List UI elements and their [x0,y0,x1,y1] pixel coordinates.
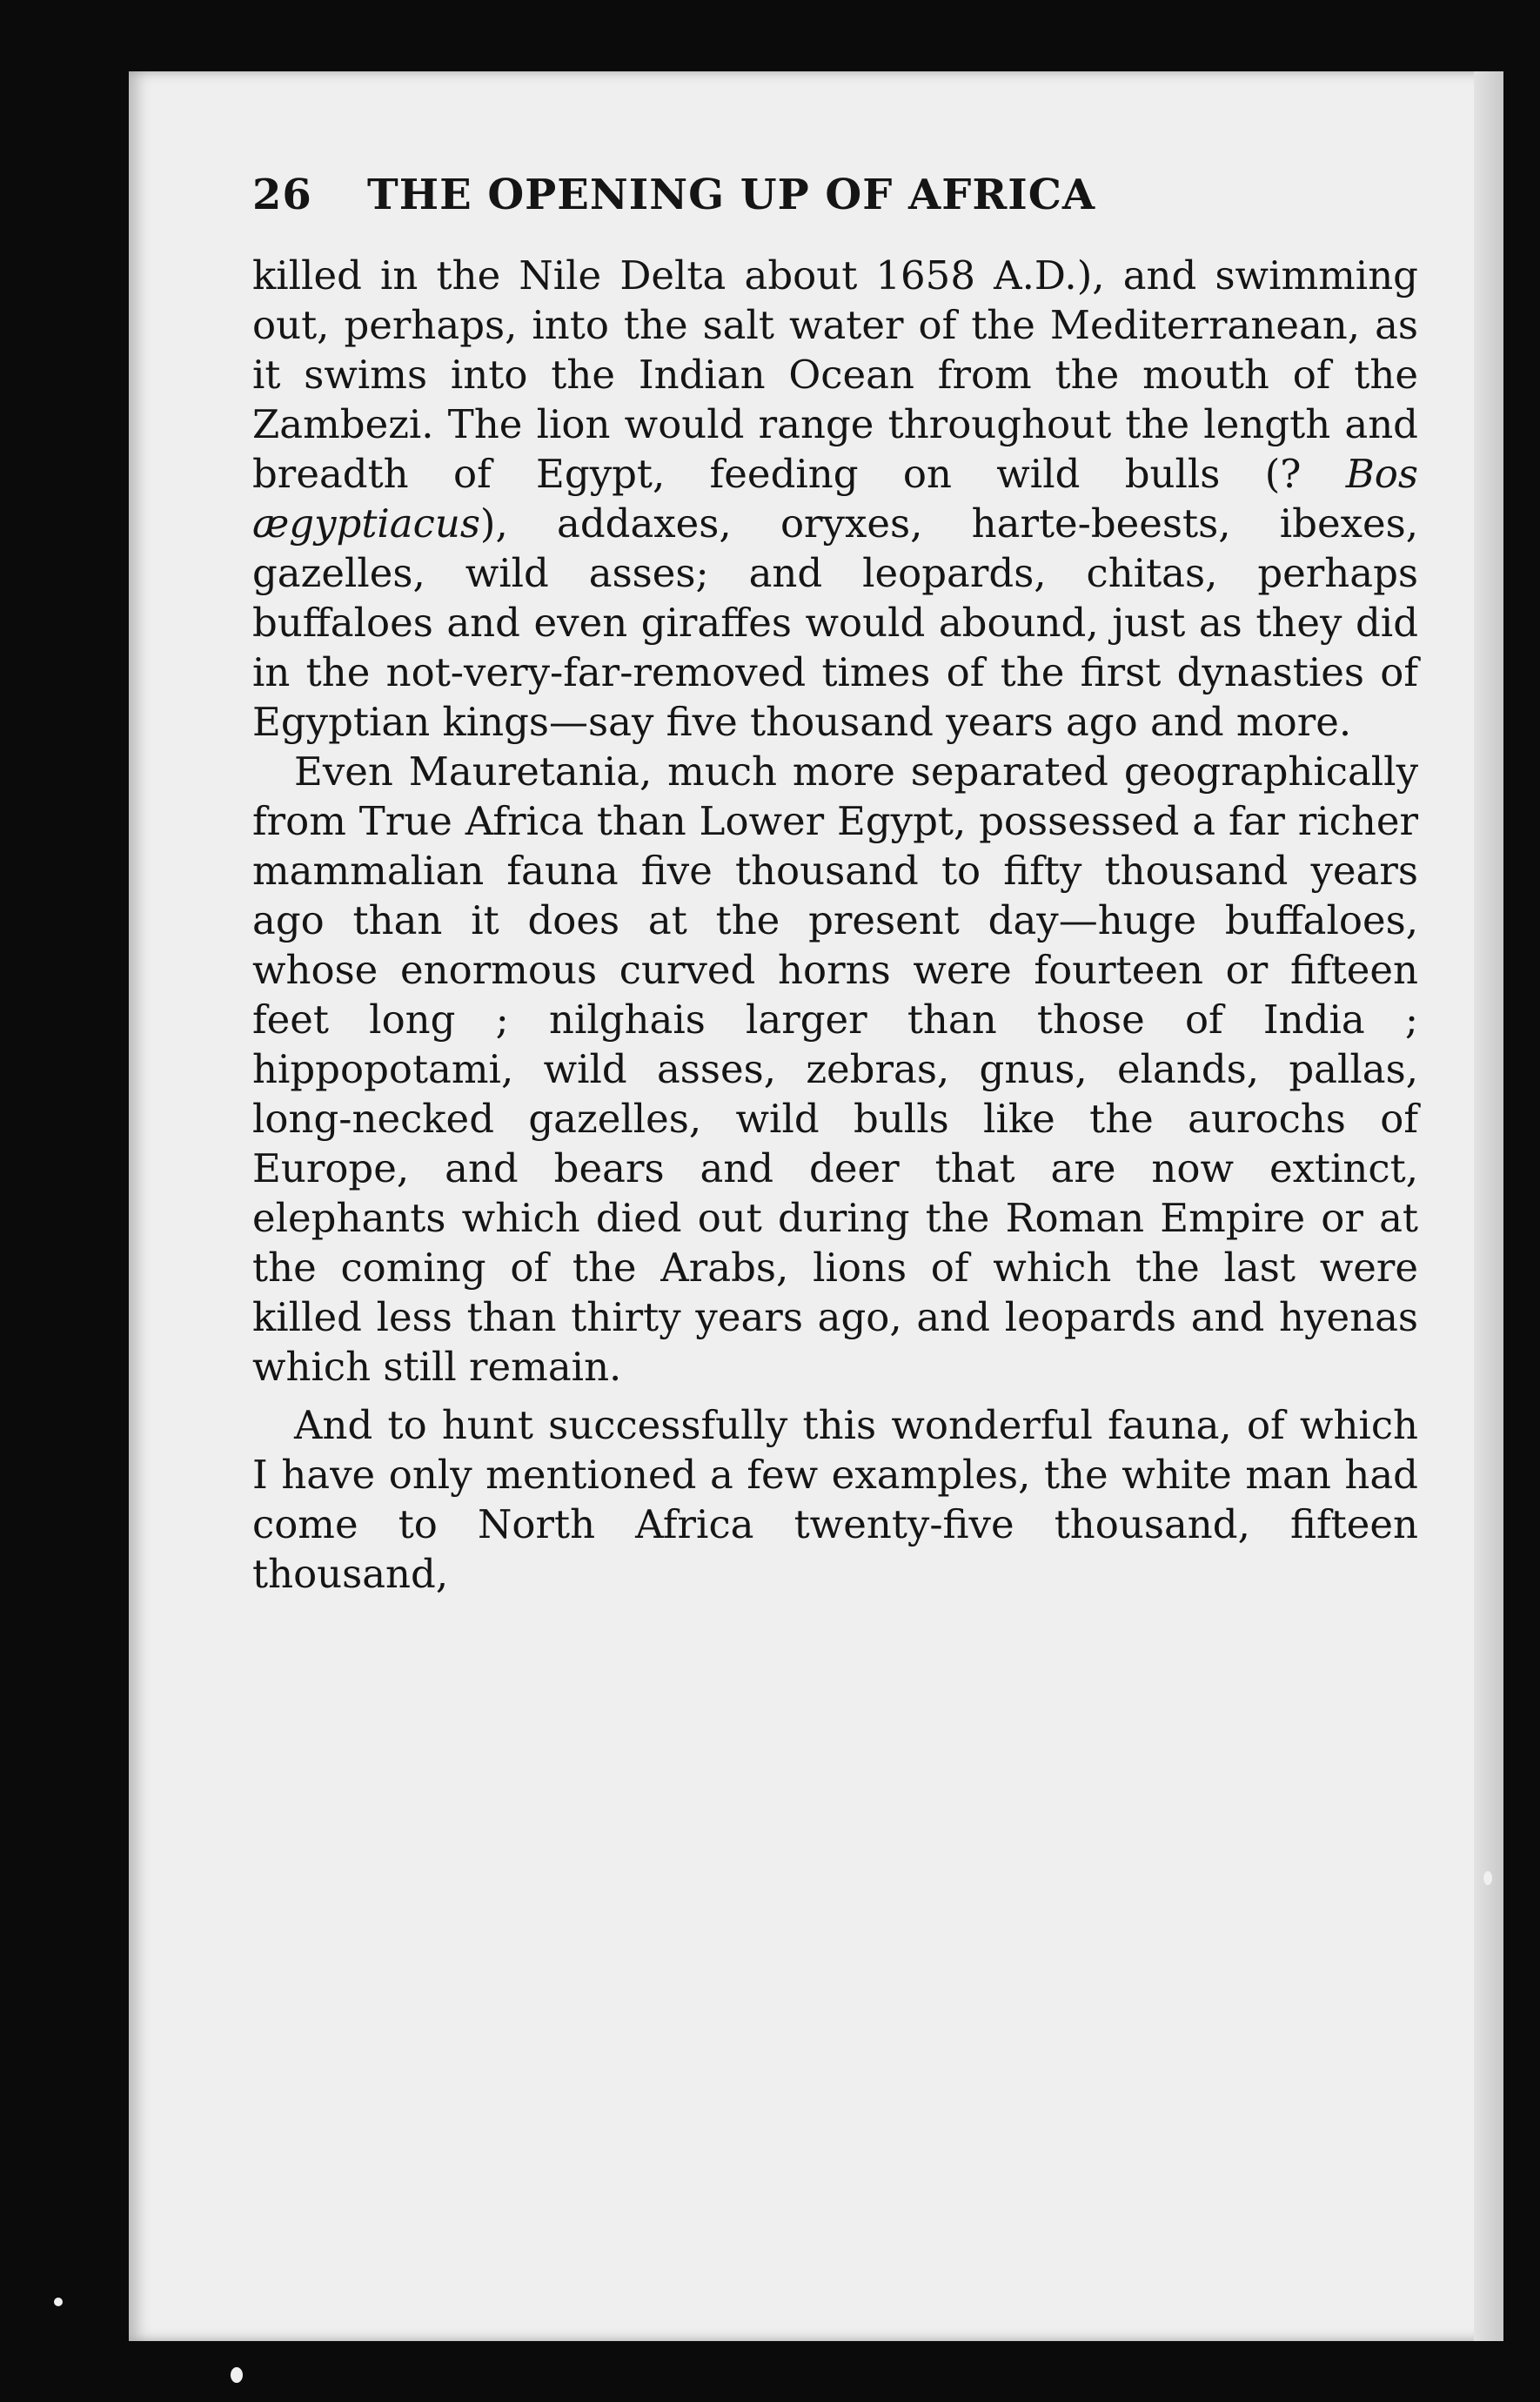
paragraph-1-text-a: killed in the Nile Delta about 1658 [252,252,994,299]
paragraph-1 [252,251,1418,747]
paragraph-2: Even Mauretania, much more separated geographically from True Africa than Lower Egypt, possessed a far richer mammalian fauna five thousand to fifty thousand years ago than it does at the present day—huge buffaloes, whose enormous curved horns were fourteen or fifteen feet long ; nilghais larger than those of India ; hippopotami, wild asses, zebras, gnus, elands, pallas, long-necked gazelles, wild bulls like the aurochs of Europe, and bears and deer that are now extinct, elephants which died out during the Roman Empire or at the coming of the Arabs, lions of which the last were killed less than thirty years ago, and leopards and hyenas which still remain. [252,748,1418,1390]
scan-speck [1483,1871,1492,1885]
paragraph-1-text-b: ), and swimming out, perhaps, into the salt water of the Mediterranean, as it swims into the Indian Ocean from the mouth of the Zambezi. The lion would range throughout the length and breadth of Egypt, feeding on wild bulls (? [252,252,1418,497]
paragraph-3: And to hunt successfully this wonderful fauna, of which I have only mentioned a few examples, the white man had come to North Africa twenty-five thousand, fifteen thousand, [252,1402,1418,1597]
page-number: 26 [252,171,312,219]
species-name: Bos ægyptiacus [252,451,1418,547]
page-text-block [252,171,1418,1599]
scan-speck [231,2367,243,2383]
scan-speck [54,2298,63,2306]
paragraph-1-text-c: ), addaxes, oryxes, harte-beests, ibexes, gazelles, wild asses; and leopards, chitas, perhaps buffaloes and even giraffes would abound, just as they did in the not-very-far-removed times of the first dynasties of Egyptian kings—say five thousand years ago and more. [252,500,1418,745]
era-abbreviation: A.D. [994,252,1077,299]
page-edge [1474,71,1503,2341]
running-head [252,171,1418,251]
running-title: THE OPENING UP OF AFRICA [367,171,1096,219]
